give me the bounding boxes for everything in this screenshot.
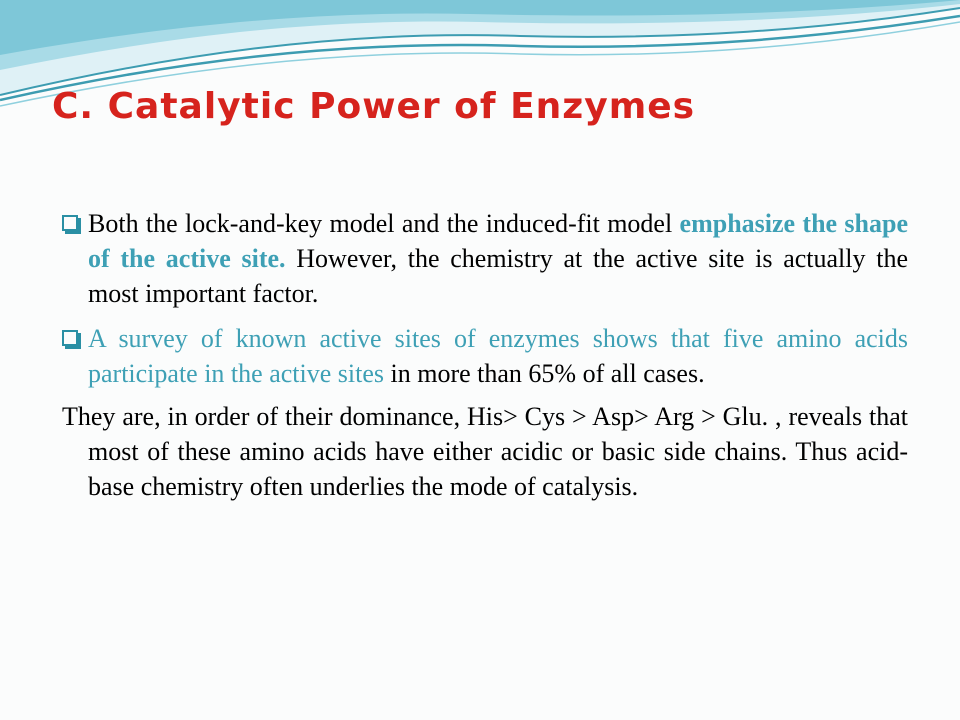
closing-paragraph: They are, in order of their dominance, His> Cys > Asp> Arg > Glu. , reveals that most of these amino acids have either acidic or basic side chains. Thus acid-base chemistry often underlies the mode of catalysis. (62, 402, 908, 501)
paragraph-1-continuation: However, the chemistry at the active site is actually the most important factor. (88, 244, 909, 308)
bullet-paragraph-1 (62, 206, 908, 311)
square-checkbox-bullet-icon (62, 330, 78, 346)
slide-body (62, 206, 908, 504)
paragraph-2-emphasis: A survey of known active sites of enzymes shows that five amino acids participate in the active sites (88, 324, 908, 388)
square-checkbox-bullet-icon (62, 215, 78, 231)
paragraph-1-text: Both the lock-and-key model and the induced-fit model (88, 209, 673, 238)
bullet-paragraph-2 (62, 321, 908, 391)
paragraph-2-continuation: in more than 65% of all cases. (390, 359, 705, 388)
paragraph-1-emphasis: emphasize the shape of the active site. (88, 209, 908, 273)
slide-title: C. Catalytic Power of Enzymes (52, 86, 696, 127)
